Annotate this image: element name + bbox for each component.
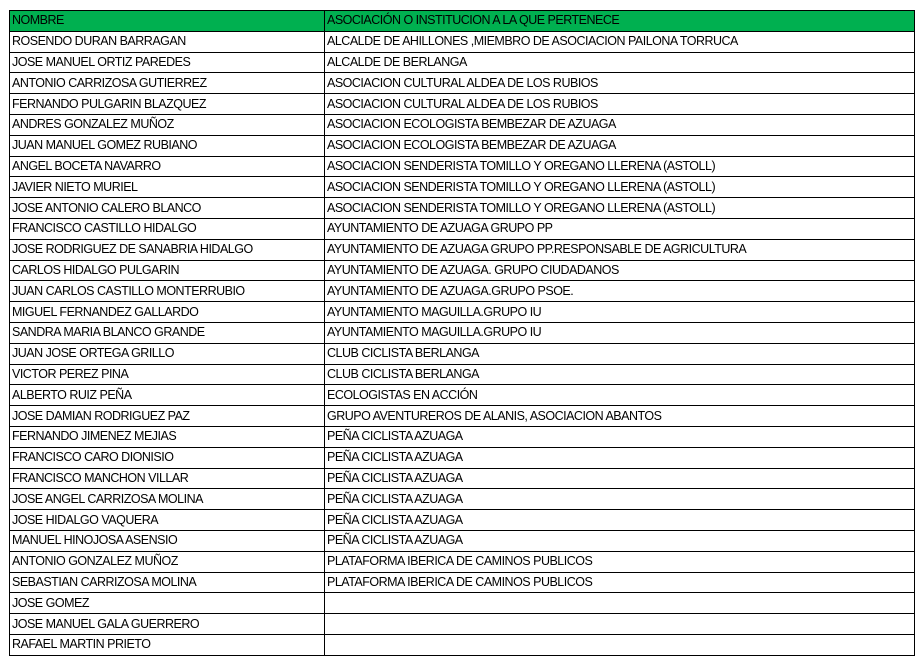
cell-name: JOSE ANGEL CARRIZOSA MOLINA <box>10 489 325 510</box>
cell-name: ALBERTO RUIZ PEÑA <box>10 385 325 406</box>
cell-association: ECOLOGISTAS EN ACCIÓN <box>325 385 915 406</box>
cell-name: ANDRES GONZALEZ MUÑOZ <box>10 114 325 135</box>
cell-name: JOSE ANTONIO CALERO BLANCO <box>10 198 325 219</box>
table-row <box>10 177 915 198</box>
cell-name: SANDRA MARIA BLANCO GRANDE <box>10 322 325 343</box>
cell-association: PEÑA CICLISTA AZUAGA <box>325 468 915 489</box>
cell-name: JUAN MANUEL GOMEZ RUBIANO <box>10 135 325 156</box>
table-row <box>10 510 915 531</box>
cell-name: FRANCISCO CARO DIONISIO <box>10 447 325 468</box>
cell-association: AYUNTAMIENTO DE AZUAGA. GRUPO CIUDADANOS <box>325 260 915 281</box>
table-body <box>10 31 915 655</box>
cell-association: AYUNTAMIENTO DE AZUAGA GRUPO PP <box>325 218 915 239</box>
table-row <box>10 572 915 593</box>
cell-association <box>325 593 915 614</box>
cell-name: JOSE MANUEL ORTIZ PAREDES <box>10 52 325 73</box>
cell-association: ALCALDE DE BERLANGA <box>325 52 915 73</box>
table-row <box>10 343 915 364</box>
table-row <box>10 489 915 510</box>
cell-association <box>325 634 915 655</box>
cell-association: ASOCIACION CULTURAL ALDEA DE LOS RUBIOS <box>325 94 915 115</box>
cell-association: ASOCIACION SENDERISTA TOMILLO Y OREGANO LLERENA (ASTOLL) <box>325 198 915 219</box>
header-row <box>10 11 915 32</box>
cell-name: ROSENDO DURAN BARRAGAN <box>10 31 325 52</box>
table-row <box>10 426 915 447</box>
table-row <box>10 135 915 156</box>
cell-name: FERNANDO PULGARIN BLAZQUEZ <box>10 94 325 115</box>
cell-name: JAVIER NIETO MURIEL <box>10 177 325 198</box>
cell-association: ASOCIACION ECOLOGISTA BEMBEZAR DE AZUAGA <box>325 114 915 135</box>
table-row <box>10 260 915 281</box>
cell-name: MANUEL HINOJOSA ASENSIO <box>10 530 325 551</box>
table-row <box>10 551 915 572</box>
cell-association: AYUNTAMIENTO MAGUILLA.GRUPO IU <box>325 322 915 343</box>
cell-association: GRUPO AVENTUREROS DE ALANIS, ASOCIACION ABANTOS <box>325 406 915 427</box>
cell-name: ANGEL BOCETA NAVARRO <box>10 156 325 177</box>
cell-name: JOSE HIDALGO VAQUERA <box>10 510 325 531</box>
header-name: NOMBRE <box>10 11 325 32</box>
cell-name: JOSE RODRIGUEZ DE SANABRIA HIDALGO <box>10 239 325 260</box>
cell-association: CLUB CICLISTA BERLANGA <box>325 364 915 385</box>
table-row <box>10 593 915 614</box>
table-row <box>10 218 915 239</box>
cell-association: PEÑA CICLISTA AZUAGA <box>325 510 915 531</box>
cell-association: ASOCIACION ECOLOGISTA BEMBEZAR DE AZUAGA <box>325 135 915 156</box>
cell-name: JUAN JOSE ORTEGA GRILLO <box>10 343 325 364</box>
cell-name: ANTONIO CARRIZOSA GUTIERREZ <box>10 73 325 94</box>
cell-name: VICTOR PEREZ PINA <box>10 364 325 385</box>
table-row <box>10 447 915 468</box>
cell-association: PEÑA CICLISTA AZUAGA <box>325 447 915 468</box>
cell-name: CARLOS HIDALGO PULGARIN <box>10 260 325 281</box>
cell-name: FRANCISCO MANCHON VILLAR <box>10 468 325 489</box>
participants-table <box>9 10 915 656</box>
cell-name: JOSE DAMIAN RODRIGUEZ PAZ <box>10 406 325 427</box>
table-row <box>10 73 915 94</box>
table-row <box>10 52 915 73</box>
cell-name: JUAN CARLOS CASTILLO MONTERRUBIO <box>10 281 325 302</box>
table-row <box>10 406 915 427</box>
header-association: ASOCIACIÓN O INSTITUCION A LA QUE PERTENECE <box>325 11 915 32</box>
cell-association: ALCALDE DE AHILLONES ,MIEMBRO DE ASOCIACION PAILONA TORRUCA <box>325 31 915 52</box>
cell-association: PEÑA CICLISTA AZUAGA <box>325 489 915 510</box>
table-row <box>10 530 915 551</box>
table-row <box>10 322 915 343</box>
cell-name: SEBASTIAN CARRIZOSA MOLINA <box>10 572 325 593</box>
cell-association: ASOCIACION SENDERISTA TOMILLO Y OREGANO LLERENA (ASTOLL) <box>325 177 915 198</box>
cell-association: CLUB CICLISTA BERLANGA <box>325 343 915 364</box>
cell-association: ASOCIACION CULTURAL ALDEA DE LOS RUBIOS <box>325 73 915 94</box>
table-row <box>10 198 915 219</box>
cell-association: ASOCIACION SENDERISTA TOMILLO Y OREGANO LLERENA (ASTOLL) <box>325 156 915 177</box>
cell-association: AYUNTAMIENTO DE AZUAGA.GRUPO PSOE. <box>325 281 915 302</box>
cell-association: PLATAFORMA IBERICA DE CAMINOS PUBLICOS <box>325 551 915 572</box>
cell-name: FERNANDO JIMENEZ MEJIAS <box>10 426 325 447</box>
cell-name: MIGUEL FERNANDEZ GALLARDO <box>10 302 325 323</box>
table-row <box>10 31 915 52</box>
cell-association: PEÑA CICLISTA AZUAGA <box>325 426 915 447</box>
table-row <box>10 156 915 177</box>
table-row <box>10 634 915 655</box>
table-row <box>10 302 915 323</box>
cell-name: ANTONIO GONZALEZ MUÑOZ <box>10 551 325 572</box>
cell-association: PLATAFORMA IBERICA DE CAMINOS PUBLICOS <box>325 572 915 593</box>
table-row <box>10 468 915 489</box>
table-row <box>10 114 915 135</box>
cell-name: RAFAEL MARTIN PRIETO <box>10 634 325 655</box>
table-row <box>10 94 915 115</box>
cell-name: FRANCISCO CASTILLO HIDALGO <box>10 218 325 239</box>
table-row <box>10 281 915 302</box>
cell-association: AYUNTAMIENTO DE AZUAGA GRUPO PP.RESPONSABLE DE AGRICULTURA <box>325 239 915 260</box>
table-row <box>10 385 915 406</box>
table-row <box>10 364 915 385</box>
cell-name: JOSE GOMEZ <box>10 593 325 614</box>
cell-association: PEÑA CICLISTA AZUAGA <box>325 530 915 551</box>
cell-association: AYUNTAMIENTO MAGUILLA.GRUPO IU <box>325 302 915 323</box>
table-row <box>10 239 915 260</box>
table-row <box>10 614 915 635</box>
cell-name: JOSE MANUEL GALA GUERRERO <box>10 614 325 635</box>
cell-association <box>325 614 915 635</box>
